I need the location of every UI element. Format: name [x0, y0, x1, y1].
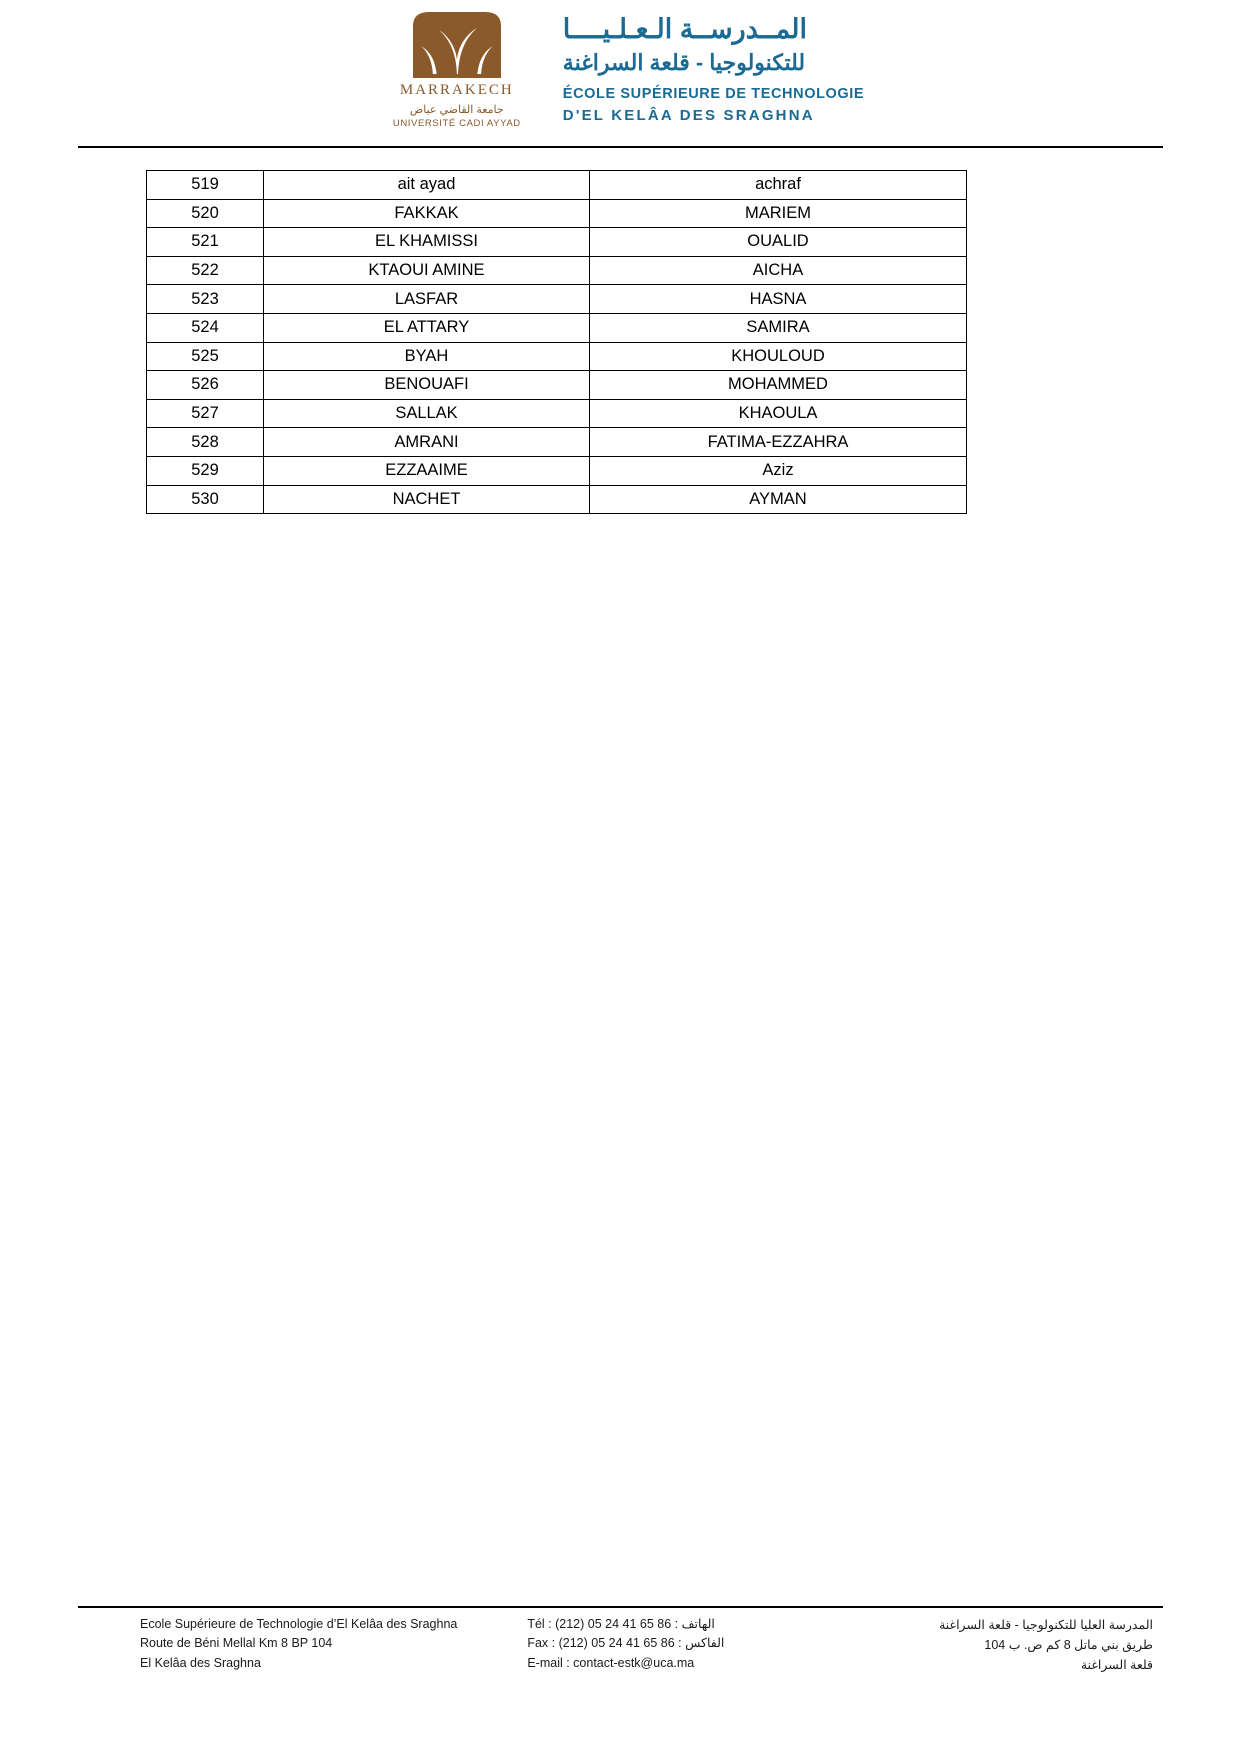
- footer-contact: [527, 1615, 855, 1673]
- cell-number: 529: [147, 456, 264, 485]
- footer-address-line2: Route de Béni Mellal Km 8 BP 104: [140, 1636, 333, 1651]
- cell-firstname: AICHA: [590, 256, 967, 285]
- title-arabic-line1: المــدرســة الـعـلـيــــا: [562, 14, 808, 44]
- table-row: [147, 428, 967, 457]
- marrakech-palm-logo-icon: [403, 8, 511, 80]
- cell-number: 526: [147, 371, 264, 400]
- cell-number: 519: [147, 171, 264, 200]
- footer-fax: Fax : (212) 05 24 41 65 86 : الفاكس: [527, 1636, 725, 1651]
- footer-arabic-line3: قلعة السراغنة: [1080, 1658, 1153, 1672]
- cell-number: 521: [147, 228, 264, 257]
- cell-lastname: KTAOUI AMINE: [264, 256, 590, 285]
- cell-firstname: achraf: [590, 171, 967, 200]
- cell-lastname: BYAH: [264, 342, 590, 371]
- cell-lastname: LASFAR: [264, 285, 590, 314]
- cell-number: 527: [147, 399, 264, 428]
- cell-number: 528: [147, 428, 264, 457]
- footer-address-line3: El Kelâa des Sraghna: [140, 1655, 261, 1670]
- cell-firstname: HASNA: [590, 285, 967, 314]
- table-row: [147, 371, 967, 400]
- cell-lastname: FAKKAK: [264, 199, 590, 228]
- footer-phone: Tél : (212) 05 24 41 65 86 : الهاتف: [527, 1617, 715, 1631]
- title-french-line2: D'EL KELÂA DES SRAGHNA: [562, 106, 815, 124]
- cell-lastname: SALLAK: [264, 399, 590, 428]
- cell-number: 525: [147, 342, 264, 371]
- table-row: [147, 228, 967, 257]
- cell-firstname: MOHAMMED: [590, 371, 967, 400]
- document-footer: [78, 1615, 1163, 1715]
- cell-lastname: AMRANI: [264, 428, 590, 457]
- cell-firstname: SAMIRA: [590, 313, 967, 342]
- cell-firstname: OUALID: [590, 228, 967, 257]
- footer-arabic-line1: المدرسة العليا للتكنولوجيا - قلعة السراغنة: [939, 1618, 1153, 1632]
- cell-firstname: AYMAN: [590, 485, 967, 514]
- cell-number: 524: [147, 313, 264, 342]
- title-french-line1: ÉCOLE SUPÉRIEURE DE TECHNOLOGIE: [562, 85, 865, 102]
- logo-arabic-text: جامعة القاضي عياض: [409, 104, 504, 116]
- footer-address: [78, 1615, 527, 1673]
- title-arabic-line2: للتكنولوجيا - قلعة السراغنة: [562, 50, 806, 76]
- footer-email: E-mail : contact-estk@uca.ma: [527, 1655, 695, 1670]
- table-row: [147, 456, 967, 485]
- logo-university-text: UNIVERSITÉ CADI AYYAD: [392, 118, 521, 129]
- cell-firstname: KHOULOUD: [590, 342, 967, 371]
- document-header: [0, 0, 1241, 150]
- cell-firstname: FATIMA-EZZAHRA: [590, 428, 967, 457]
- cell-lastname: EZZAAIME: [264, 456, 590, 485]
- footer-arabic-address: [855, 1615, 1163, 1675]
- cell-number: 530: [147, 485, 264, 514]
- table-row: [147, 399, 967, 428]
- table-row: [147, 256, 967, 285]
- footer-arabic-line2: طريق بني ماتل 8 كم ص. ب 104: [984, 1638, 1153, 1652]
- cell-lastname: ait ayad: [264, 171, 590, 200]
- roster-table: [146, 170, 967, 514]
- roster-table-container: [146, 170, 963, 514]
- cell-lastname: EL ATTARY: [264, 313, 590, 342]
- cell-lastname: NACHET: [264, 485, 590, 514]
- cell-lastname: EL KHAMISSI: [264, 228, 590, 257]
- roster-table-body: [147, 171, 967, 514]
- cell-number: 520: [147, 199, 264, 228]
- cell-lastname: BENOUAFI: [264, 371, 590, 400]
- footer-address-line1: Ecole Supérieure de Technologie d’El Kelâa des Sraghna: [140, 1617, 458, 1631]
- table-row: [147, 313, 967, 342]
- institution-logo: [377, 8, 537, 129]
- header-divider: [78, 146, 1163, 148]
- table-row: [147, 485, 967, 514]
- table-row: [147, 342, 967, 371]
- logo-marrakech-text: MARRAKECH: [399, 82, 514, 98]
- table-row: [147, 285, 967, 314]
- cell-firstname: Aziz: [590, 456, 967, 485]
- cell-number: 522: [147, 256, 264, 285]
- cell-firstname: KHAOULA: [590, 399, 967, 428]
- table-row: [147, 199, 967, 228]
- cell-number: 523: [147, 285, 264, 314]
- table-row: [147, 171, 967, 200]
- footer-divider: [78, 1606, 1163, 1608]
- cell-firstname: MARIEM: [590, 199, 967, 228]
- institution-title: [563, 8, 864, 124]
